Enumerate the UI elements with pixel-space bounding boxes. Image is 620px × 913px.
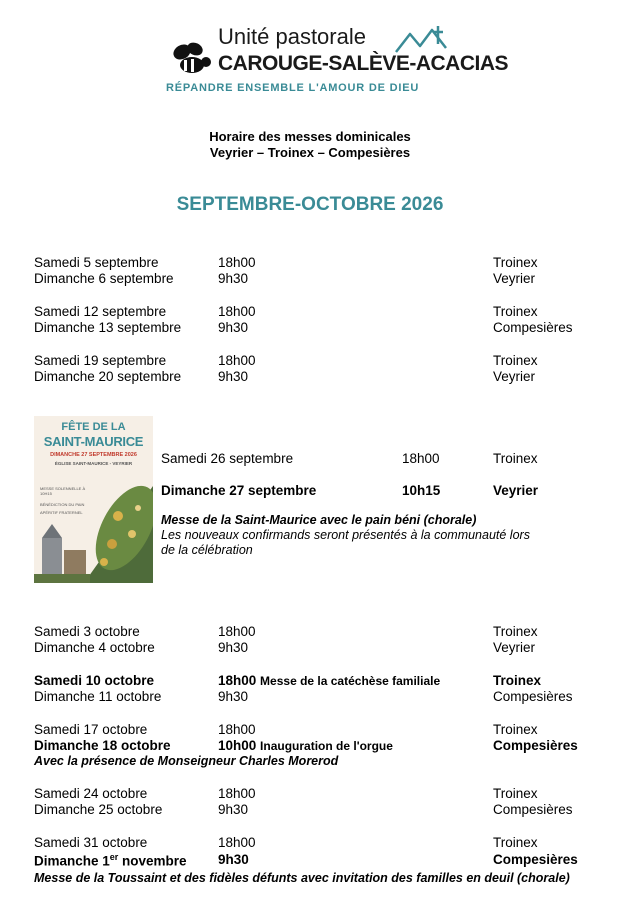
- mass-description: Messe de la catéchèse familiale: [260, 674, 441, 688]
- mass-date: Samedi 24 octobre: [34, 786, 148, 801]
- mass-place: Troinex: [493, 353, 538, 368]
- poster-info: BÉNÉDICTION DU PAIN: [40, 502, 85, 507]
- brand-tagline: RÉPANDRE ENSEMBLE L'AMOUR DE DIEU: [166, 82, 420, 94]
- mass-date: Dimanche 18 octobre: [34, 738, 171, 753]
- schedule-row: [0, 738, 620, 755]
- mass-place: Troinex: [493, 304, 538, 319]
- mass-note: Messe de la Saint-Maurice avec le pain béni (chorale): [161, 513, 477, 527]
- mass-date: Samedi 12 septembre: [34, 304, 167, 319]
- schedule-row: [0, 320, 620, 337]
- brand-name: Unité pastorale: [218, 24, 366, 49]
- mass-date: Dimanche 6 septembre: [34, 271, 174, 286]
- mass-note: Les nouveaux confirmands seront présentés à la communauté lors: [161, 528, 530, 542]
- schedule-row: [0, 483, 620, 500]
- mass-time: 9h30: [218, 689, 249, 704]
- mass-time: 9h30: [218, 369, 249, 384]
- mass-date: Samedi 3 octobre: [34, 624, 140, 639]
- mass-time: [218, 738, 393, 753]
- document-subtitle-line1: Horaire des messes dominicales: [209, 129, 411, 144]
- poster-info: APÉRITIF FRATERNEL: [40, 510, 83, 515]
- mass-date: [34, 852, 187, 869]
- mass-date: Samedi 26 septembre: [161, 451, 294, 466]
- mass-time: 18h00: [218, 722, 256, 737]
- mass-place: Veyrier: [493, 640, 536, 655]
- mass-place: Troinex: [493, 624, 538, 639]
- schedule-row: [0, 786, 620, 803]
- mass-time: 9h30: [218, 271, 249, 286]
- mass-place: Troinex: [493, 786, 538, 801]
- mass-place: Compesières: [493, 802, 573, 817]
- schedule-row: [0, 689, 620, 706]
- mountain-cross-icon: [394, 24, 456, 54]
- mass-time: 9h30: [218, 852, 249, 867]
- page-title: SEPTEMBRE-OCTOBRE 2026: [176, 194, 444, 215]
- mass-time: 18h00: [218, 304, 256, 319]
- poster-church: ÉGLISE SAINT-MAURICE - VEYRIER: [54, 461, 133, 466]
- poster-title-line2: SAINT-MAURICE: [43, 434, 144, 449]
- mass-note: Avec la présence de Monseigneur Charles Morerod: [34, 754, 339, 768]
- schedule-row: [0, 353, 620, 370]
- mass-time: 18h00: [402, 451, 440, 466]
- mass-place: Troinex: [493, 835, 538, 850]
- mass-time: 18h00: [218, 786, 256, 801]
- schedule-row: [0, 852, 620, 869]
- mass-place: Veyrier: [493, 483, 539, 498]
- mass-date: Dimanche 11 octobre: [34, 689, 162, 704]
- mass-time-value: 18h00: [218, 673, 257, 688]
- schedule-row: [0, 271, 620, 288]
- schedule-row: [0, 369, 620, 386]
- mass-date: Dimanche 25 octobre: [34, 802, 163, 817]
- mass-place: Veyrier: [493, 271, 536, 286]
- mass-place: Troinex: [493, 722, 538, 737]
- schedule-row: [0, 304, 620, 321]
- schedule-row: [0, 451, 620, 468]
- schedule-row: [0, 673, 620, 690]
- mass-date: Samedi 5 septembre: [34, 255, 159, 270]
- mass-place: Troinex: [493, 451, 538, 466]
- mass-time: 9h30: [218, 802, 249, 817]
- brand-subtitle: CAROUGE-SALÈVE-ACACIAS: [218, 52, 509, 75]
- schedule-row: [0, 255, 620, 272]
- mass-date: Dimanche 27 septembre: [161, 483, 317, 498]
- schedule-row: [0, 624, 620, 641]
- poster-info: MESSE SOLENNELLE À 10H15: [40, 486, 86, 496]
- schedule-row: [0, 835, 620, 852]
- mass-place: Troinex: [493, 255, 538, 270]
- mass-place: Troinex: [493, 673, 542, 688]
- bee-logo-icon: [168, 38, 212, 78]
- mass-time: 9h30: [218, 640, 249, 655]
- mass-date: Dimanche 13 septembre: [34, 320, 182, 335]
- mass-date: Samedi 10 octobre: [34, 673, 155, 688]
- mass-time: 18h00: [218, 624, 256, 639]
- schedule-row: [0, 722, 620, 739]
- mass-place: Compesières: [493, 852, 578, 867]
- mass-date-part: novembre: [118, 853, 187, 869]
- mass-place: Compesières: [493, 738, 578, 753]
- poster-title-line1: FÊTE DE LA: [61, 421, 126, 433]
- mass-time-value: 10h00: [218, 738, 257, 753]
- mass-note: Messe de la Toussaint et des fidèles défunts avec invitation des familles en deuil (chorale): [34, 871, 570, 885]
- mass-time: 18h00: [218, 353, 256, 368]
- mass-time: 9h30: [218, 320, 249, 335]
- mass-date-ordinal: er: [109, 852, 119, 862]
- document-subtitle-line2: Veyrier – Troinex – Compesières: [209, 145, 411, 160]
- mass-time: 18h00: [218, 255, 256, 270]
- mass-description: Inauguration de l'orgue: [260, 739, 393, 753]
- mass-place: Compesières: [493, 320, 573, 335]
- mass-time: 18h00: [218, 835, 256, 850]
- header: [0, 18, 620, 98]
- mass-place: Compesières: [493, 689, 573, 704]
- mass-date: Dimanche 20 septembre: [34, 369, 182, 384]
- mass-date: Dimanche 4 octobre: [34, 640, 155, 655]
- poster-date: DIMANCHE 27 SEPTEMBRE 2026: [50, 452, 137, 458]
- mass-time: 10h15: [402, 483, 441, 498]
- mass-date: Samedi 31 octobre: [34, 835, 148, 850]
- schedule-row: [0, 802, 620, 819]
- mass-place: Veyrier: [493, 369, 536, 384]
- mass-note: de la célébration: [161, 543, 253, 557]
- mass-date-part: Dimanche 1: [34, 853, 110, 869]
- schedule-row: [0, 640, 620, 657]
- mass-time: [218, 673, 440, 688]
- mass-date: Samedi 17 octobre: [34, 722, 148, 737]
- mass-date: Samedi 19 septembre: [34, 353, 167, 368]
